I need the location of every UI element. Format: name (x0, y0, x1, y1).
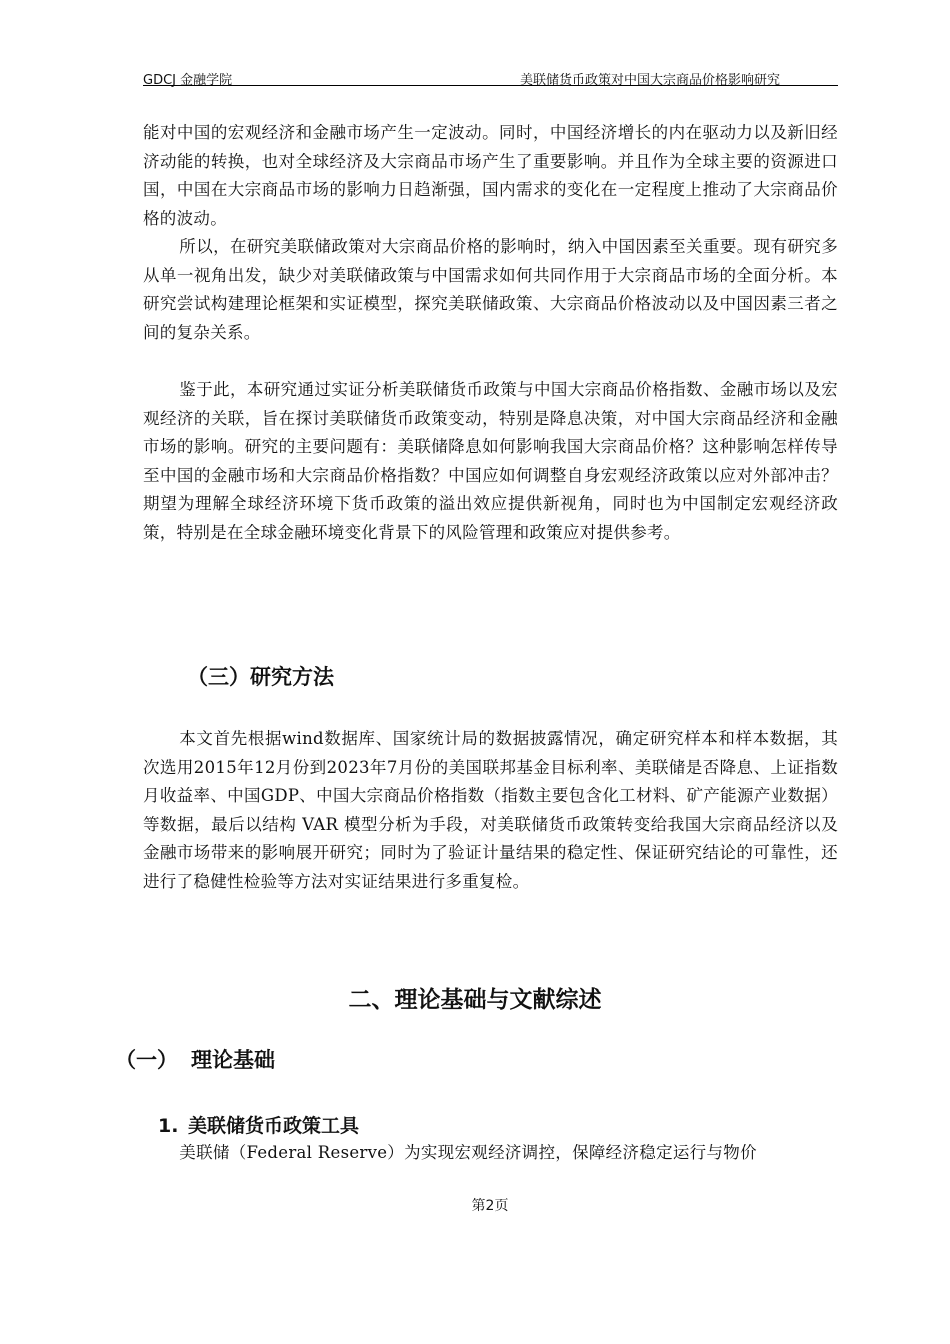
chapter-heading: 二、理论基础与文献综述 (348, 987, 602, 1013)
paragraph-2: 所以，在研究美联储政策对大宗商品价格的影响时，纳入中国因素至关重要。现有研究多从单一视角出发，缺少对美联储政策与中国需求如何共同作用于大宗商品市场的全面分析。本研究尝试构建理论框架和实证模型，探究美联储政策、大宗商品价格波动以及中国因素三者之间的复杂关系。 (143, 237, 838, 342)
header-rule (143, 85, 838, 86)
header-left: GDCJ 金融学院 (143, 73, 233, 88)
paragraph-1: 能对中国的宏观经济和金融市场产生一定波动。同时，中国经济增长的内在驱动力以及新旧经济动能的转换，也对全球经济及大宗商品市场产生了重要影响。并且作为全球主要的资源进口国，中国在大宗商品市场的影响力日趋渐强，国内需求的变化在一定程度上推动了大宗商品价格的波动。 (143, 123, 838, 228)
subsection-title: 理论基础 (191, 1048, 275, 1072)
item-heading-policy-tools (158, 1111, 359, 1138)
item-title: 美联储货币政策工具 (188, 1115, 360, 1137)
header-right: 美联储货币政策对中国大宗商品价格影响研究 (519, 73, 780, 88)
page-header (143, 67, 838, 88)
page-number: 第2页 (471, 1198, 509, 1214)
item-number: 1. (158, 1115, 179, 1137)
paragraph-3: 鉴于此，本研究通过实证分析美联储货币政策与中国大宗商品价格指数、金融市场以及宏观经济的关联，旨在探讨美联储货币政策变动，特别是降息决策，对中国大宗商品经济和金融市场的影响。研究的主要问题有：美联储降息如何影响我国大宗商品价格？这种影响怎样传导至中国的金融市场和大宗商品价格指数？中国应如何调整自身宏观经济政策以应对外部冲击？期望为理解全球经济环境下货币政策的溢出效应提供新视角，同时也为中国制定宏观经济政策，特别是在全球金融环境变化背景下的风险管理和政策应对提供参考。 (143, 380, 838, 542)
paragraph-5: 美联储（Federal Reserve）为实现宏观经济调控，保障经济稳定运行与物价 (179, 1143, 757, 1162)
subsection-heading-theory (115, 1044, 275, 1074)
paragraph-4: 本文首先根据wind数据库、国家统计局的数据披露情况，确定研究样本和样本数据，其次选用2015年12月份到2023年7月份的美国联邦基金目标利率、美联储是否降息、上证指数月收益率、中国GDP、中国大宗商品价格指数（指数主要包含化工材料、矿产能源产业数据）等数据，最后以结构 VAR 模型分析为手段，对美联储货币政策转变给我国大宗商品经济以及金融市场带来的影响展开研究；同时为了验证计量结果的稳定性、保证研究结论的可靠性，还进行了稳健性检验等方法对实证结果进行多重复检。 (143, 729, 838, 891)
subsection-number: （一） (115, 1048, 178, 1072)
section-heading-research-methods: （三）研究方法 (187, 665, 334, 689)
